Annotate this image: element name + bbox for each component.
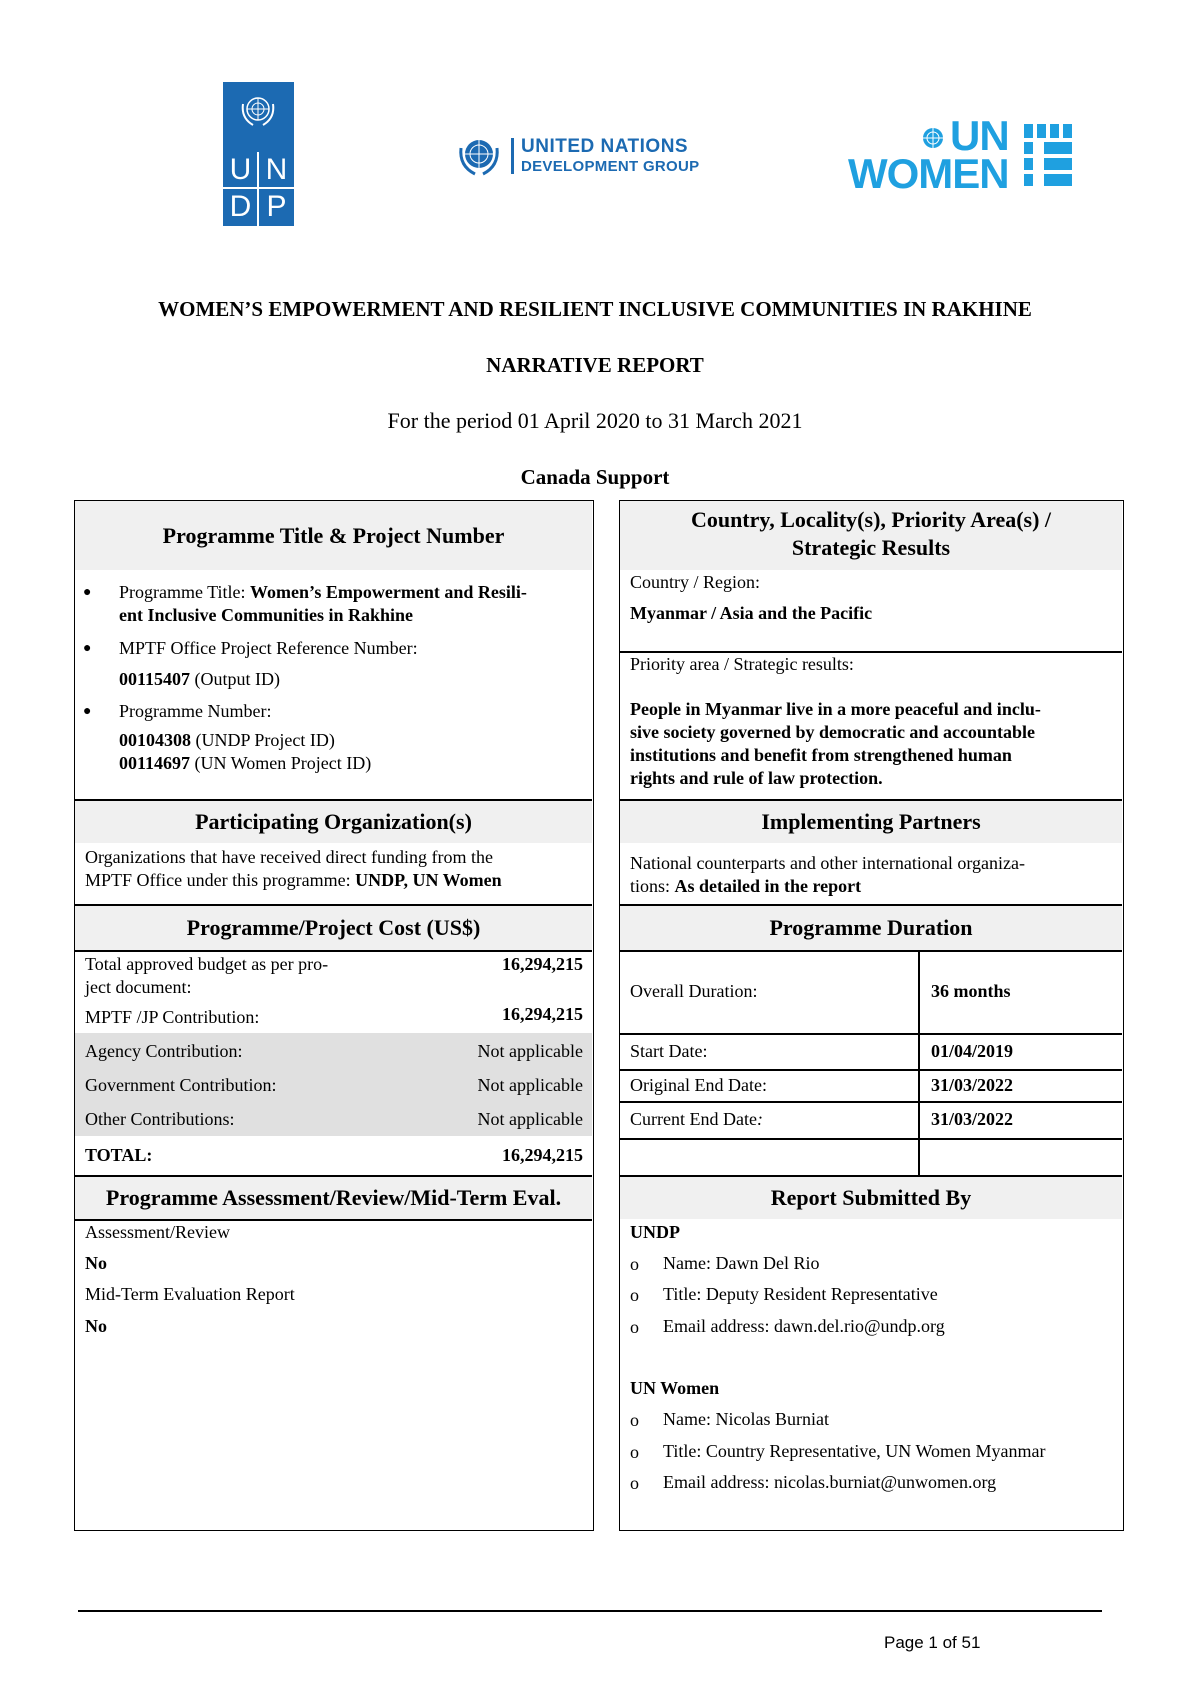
total-label: TOTAL: <box>85 1145 153 1165</box>
original-end-value: 31/03/2022 <box>931 1075 1014 1095</box>
budget-label-line1: Total approved budget as per pro- <box>85 954 329 974</box>
right-table <box>619 500 1124 1531</box>
overall-duration-label: Overall Duration: <box>630 981 758 1001</box>
start-date-value: 01/04/2019 <box>931 1041 1014 1061</box>
start-date-label: Start Date: <box>630 1041 708 1061</box>
priority-line3: institutions and benefit from strengthened human <box>630 745 1012 765</box>
other-value: Not applicable <box>477 1109 583 1129</box>
undp-contact-title: Title: Deputy Resident Representative <box>663 1284 938 1304</box>
current-end-value: 31/03/2022 <box>931 1109 1014 1129</box>
review-label: Assessment/Review <box>85 1222 230 1242</box>
budget-label-line2: ject document: <box>85 977 192 997</box>
report-period: For the period 01 April 2020 to 31 March 2021 <box>387 408 803 433</box>
unwomen-un-text: UN <box>950 112 1009 159</box>
undp-logo <box>223 82 294 226</box>
budget-value: 16,294,215 <box>502 954 583 974</box>
unwomen-contact-name: Name: Nicolas Burniat <box>663 1409 829 1429</box>
report-title: NARRATIVE REPORT <box>486 353 704 377</box>
current-end-label: Current End Date: <box>630 1109 763 1129</box>
unwomen-contact-email: Email address: nicolas.burniat@unwomen.org <box>663 1472 997 1492</box>
page-number: Page 1 of 51 <box>884 1633 981 1652</box>
region-value: Myanmar / Asia and the Pacific <box>630 603 873 623</box>
programme-title-line1: Programme Title: Women’s Empowerment and Resili- <box>119 582 527 602</box>
undp-letter-u: U <box>229 153 252 186</box>
duration-heading: Programme Duration <box>620 906 1122 950</box>
unwomen-contact-title: Title: Country Representative, UN Women Myanmar <box>663 1441 1046 1461</box>
undp-org-label: UNDP <box>630 1222 680 1242</box>
original-end-label: Original End Date: <box>630 1075 767 1095</box>
unwomen-bars-icon <box>1024 124 1074 186</box>
programme-number-label: Programme Number: <box>119 701 272 721</box>
government-value: Not applicable <box>477 1075 583 1095</box>
participating-line2: MPTF Office under this programme: UNDP, UN Women <box>85 870 502 890</box>
unwomen-org-label: UN Women <box>630 1378 720 1398</box>
mptf-value: 16,294,215 <box>502 1004 583 1024</box>
undp-contact-email: Email address: dawn.del.rio@undp.org <box>663 1316 945 1336</box>
undp-letter-n: N <box>265 153 288 186</box>
ref-number-value: 00115407 (Output ID) <box>119 669 280 689</box>
undp-letter-p: P <box>266 190 287 223</box>
unwomen-women-text: WOMEN <box>848 150 1009 197</box>
un-emblem-icon <box>455 132 503 180</box>
priority-line2: sive society governed by democratic and accountable <box>630 722 1035 742</box>
review-value: No <box>85 1253 107 1273</box>
support-title: Canada Support <box>520 465 670 489</box>
unwomen-logo <box>848 112 1078 197</box>
programme-title-line2: ent Inclusive Communities in Rakhine <box>119 605 414 625</box>
agency-value: Not applicable <box>477 1041 583 1061</box>
total-value: 16,294,215 <box>502 1145 583 1165</box>
undp-project-id: 00104308 (UNDP Project ID) <box>119 730 335 750</box>
region-label: Country / Region: <box>630 572 760 592</box>
un-emblem-icon <box>237 90 279 132</box>
mptf-label: MPTF /JP Contribution: <box>85 1007 260 1027</box>
main-title: WOMEN’S EMPOWERMENT AND RESILIENT INCLUSIVE COMMUNITIES IN RAKHINE <box>158 297 1032 321</box>
undg-line1: UNITED NATIONS <box>521 136 689 157</box>
agency-label: Agency Contribution: <box>85 1041 243 1061</box>
priority-label: Priority area / Strategic results: <box>630 654 854 674</box>
list-marker: o <box>630 1285 639 1305</box>
ref-number-label: MPTF Office Project Reference Number: <box>119 638 418 658</box>
left-table: Programme Title & Project Number ● Programme Title: Women’s Empowerment and Resili- ent Inclusive Communities in Rakhine ● MPTF Office Project Reference Number: 00115407 (Output ID) ● Programme Number: 00104308 (UNDP Project ID) 00114697 (UN Women Project ID) Participating Organization(s) Organizations that have received direct funding from the MPTF Office under this programme: UNDP, UN Women Programme/Project Cost (US$) Total approved budget as per pro- ject document: 16,294,215 MPTF /JP Contribution: 16,294,215 Agency Contribution: Not applicable Government Contribution: Not applicable Other Contributions: Not applicable TOTAL: 16,294,215 Programme Assessment/Review/Mid-Term Eval. Assessment/Review No Mid-Term Evaluation Report No <box>74 500 594 1531</box>
list-marker: o <box>630 1410 639 1430</box>
implementing-heading: Implementing Partners <box>620 801 1122 843</box>
list-marker: o <box>630 1473 639 1493</box>
participating-heading: Participating Organization(s) <box>75 801 592 843</box>
undp-contact-name: Name: Dawn Del Rio <box>663 1253 820 1273</box>
priority-line4: rights and rule of law protection. <box>630 768 883 788</box>
other-label: Other Contributions: <box>85 1109 235 1129</box>
undg-line2: DEVELOPMENT GROUP <box>521 158 700 175</box>
implementing-line2: tions: As detailed in the report <box>630 876 862 896</box>
country-heading: Country, Locality(s), Priority Area(s) / Strategic Results <box>620 501 1122 570</box>
footer-divider <box>78 1610 1102 1612</box>
undp-letter-d: D <box>229 190 252 223</box>
overall-duration-value: 36 months <box>931 981 1011 1001</box>
programme-heading: Programme Title & Project Number <box>75 501 592 570</box>
undg-logo <box>455 132 725 182</box>
submitted-heading: Report Submitted By <box>620 1177 1122 1219</box>
priority-line1: People in Myanmar live in a more peaceful and inclu- <box>630 699 1041 719</box>
unwomen-project-id: 00114697 (UN Women Project ID) <box>119 753 372 773</box>
assessment-heading: Programme Assessment/Review/Mid-Term Eval. <box>75 1177 592 1219</box>
list-marker: o <box>630 1254 639 1274</box>
list-marker: o <box>630 1317 639 1337</box>
participating-line1: Organizations that have received direct funding from the <box>85 847 494 867</box>
midterm-label: Mid-Term Evaluation Report <box>85 1284 295 1304</box>
government-label: Government Contribution: <box>85 1075 277 1095</box>
midterm-value: No <box>85 1316 107 1336</box>
cost-heading: Programme/Project Cost (US$) <box>75 906 592 950</box>
implementing-line1: National counterparts and other international organiza- <box>630 853 1026 873</box>
list-marker: o <box>630 1442 639 1462</box>
